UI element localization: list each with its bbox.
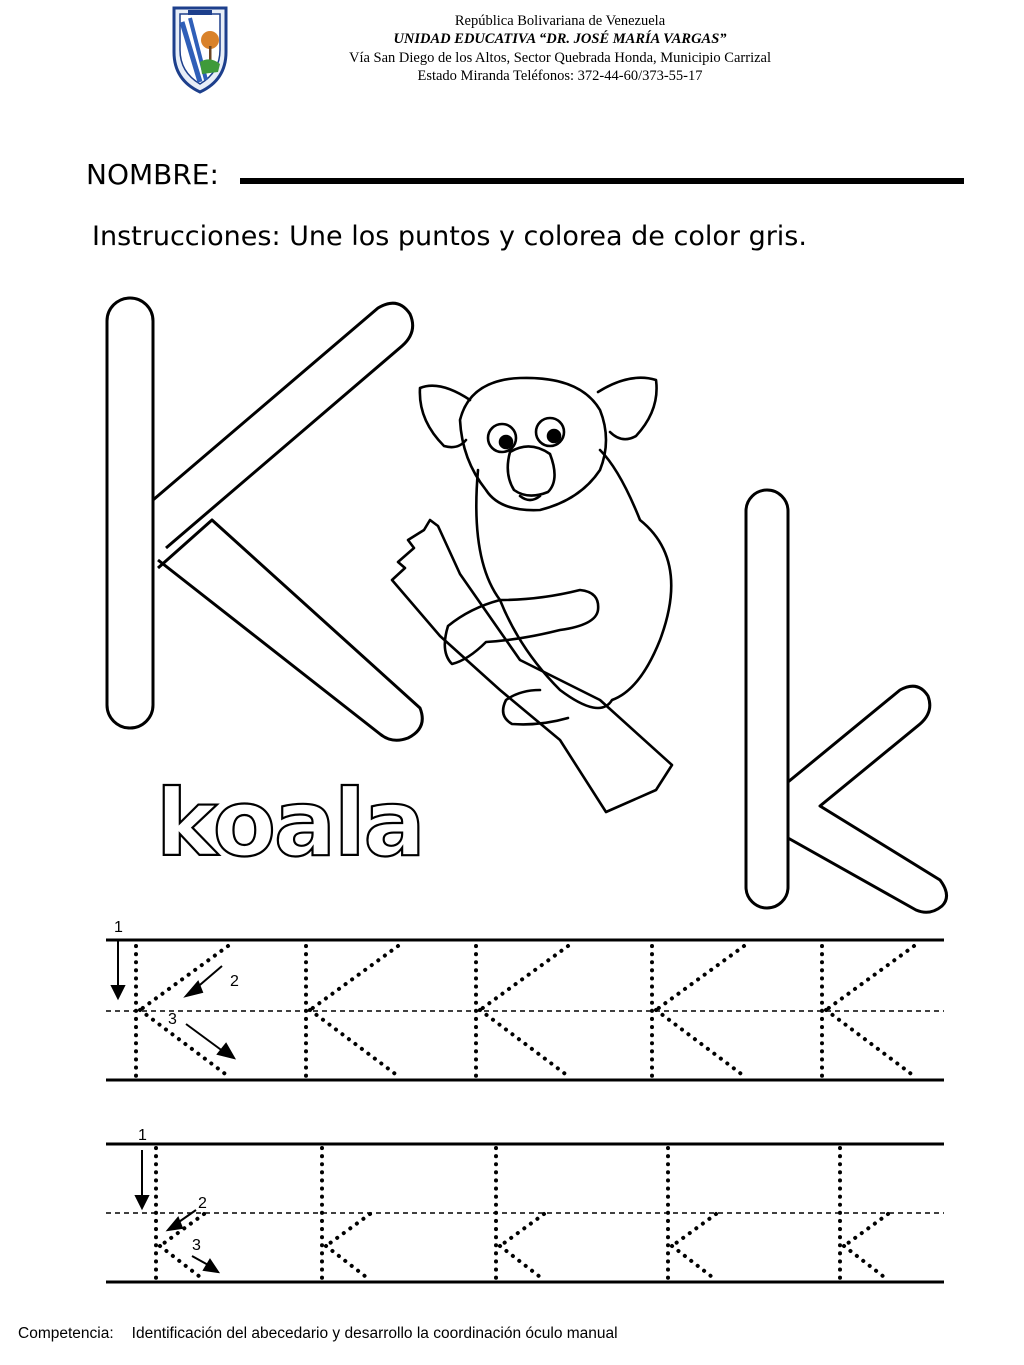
- arrow-diagonal-head-icon: [218, 1044, 234, 1058]
- dotted-k-lower-leg[interactable]: [656, 1010, 744, 1076]
- dotted-k-upper-arm[interactable]: [500, 1214, 544, 1246]
- dotted-k-lower-leg[interactable]: [826, 1010, 914, 1076]
- arrow-down-head-icon: [136, 1196, 148, 1208]
- step-3-label: 3: [168, 1011, 177, 1028]
- dotted-k-lower-leg[interactable]: [500, 1246, 544, 1280]
- footer: [18, 1325, 618, 1343]
- footer-label: Competencia:: [18, 1325, 114, 1342]
- step-3-label: 3: [192, 1237, 201, 1254]
- step-2-label: 2: [230, 973, 239, 990]
- practice-row-1: [106, 940, 944, 1080]
- name-label: NOMBRE:: [86, 158, 219, 191]
- dotted-k-upper-arm[interactable]: [844, 1214, 888, 1246]
- arrow-diagonal-head-icon: [204, 1260, 218, 1272]
- footer-text: Identificación del abecedario y desarrollo la coordinación óculo manual: [131, 1325, 618, 1342]
- dotted-k-upper-arm[interactable]: [480, 946, 568, 1010]
- practice-row-2: [106, 1144, 944, 1282]
- uppercase-k-outline[interactable]: [107, 298, 422, 740]
- step-1-label: 1: [138, 1127, 147, 1144]
- dotted-k-upper-arm[interactable]: [826, 946, 914, 1010]
- arrow-diagonal-head-icon: [186, 982, 202, 996]
- header-country: República Bolivariana de Venezuela: [454, 13, 666, 29]
- lowercase-k-outline[interactable]: [746, 490, 947, 912]
- step-2-label: 2: [198, 1195, 207, 1212]
- dotted-k-lower-leg[interactable]: [844, 1246, 888, 1280]
- dotted-k-lower-leg[interactable]: [310, 1010, 398, 1076]
- header-school-name: UNIDAD EDUCATIVA “DR. JOSÉ MARÍA VARGAS”: [393, 31, 727, 47]
- dotted-k-upper-arm[interactable]: [140, 946, 228, 1010]
- dotted-k-lower-leg[interactable]: [140, 1010, 228, 1076]
- header-phones: Estado Miranda Teléfonos: 372-44-60/373-55-17: [417, 68, 703, 84]
- dotted-k-lower-leg[interactable]: [672, 1246, 716, 1280]
- dotted-k-upper-arm[interactable]: [326, 1214, 370, 1246]
- dotted-k-lower-leg[interactable]: [326, 1246, 370, 1280]
- arrow-down-head-icon: [112, 986, 124, 998]
- dotted-k-lower-leg[interactable]: [480, 1010, 568, 1076]
- word-koala-outline[interactable]: koala: [156, 770, 424, 877]
- stroke-order-arrows-row-1: [112, 940, 234, 1058]
- dotted-k-upper-arm[interactable]: [656, 946, 744, 1010]
- step-1-label: 1: [114, 919, 123, 936]
- arrow-diagonal-head-icon: [168, 1218, 182, 1230]
- dotted-lowercase-k-group[interactable]: [156, 1148, 888, 1280]
- header-address: Vía San Diego de los Altos, Sector Quebrada Honda, Municipio Carrizal: [348, 50, 771, 66]
- dotted-k-upper-arm[interactable]: [310, 946, 398, 1010]
- koala-on-branch-illustration[interactable]: [392, 378, 672, 812]
- dotted-k-upper-arm[interactable]: [672, 1214, 716, 1246]
- instructions-text: Instrucciones: Une los puntos y colorea de color gris.: [92, 221, 807, 252]
